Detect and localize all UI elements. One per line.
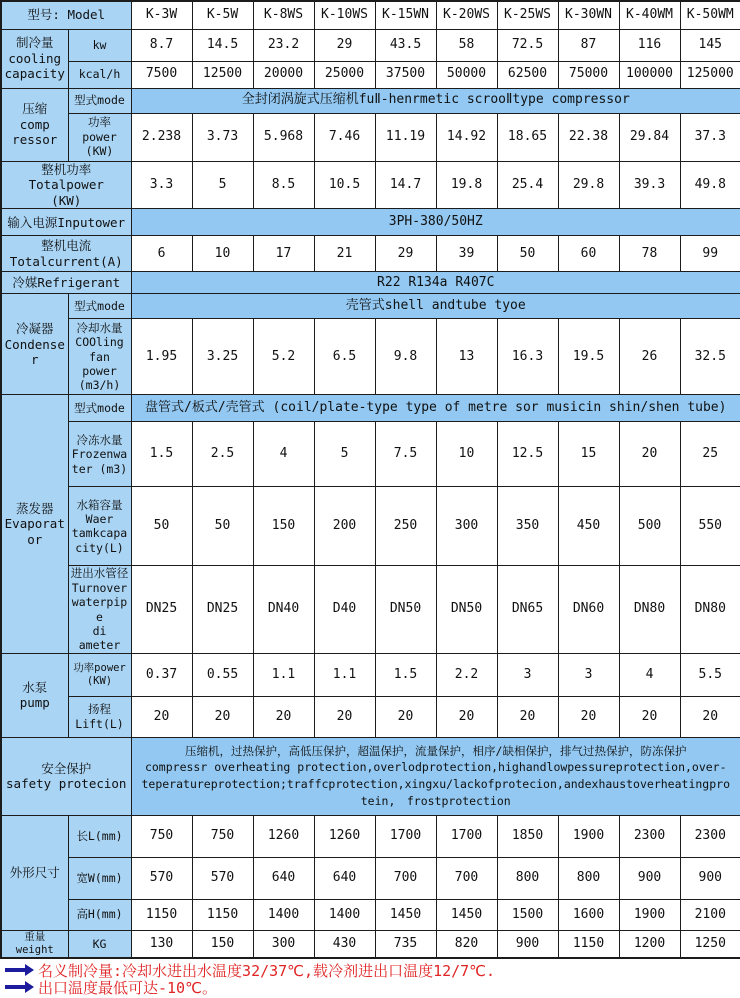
row-label-kw: kw [68,29,131,61]
value-cell: 1.1 [253,653,314,696]
value-cell: 750 [131,815,192,857]
value-cell: 1260 [314,815,375,857]
value-cell: 5.5 [680,653,740,696]
value-cell: 1.5 [131,422,192,487]
value-cell: DN60 [558,566,619,653]
value-cell: 39 [436,236,497,272]
value-cell: 820 [436,930,497,958]
value-cell: 2300 [680,815,740,857]
value-cell: 2.5 [192,422,253,487]
value-cell: 20 [253,696,314,737]
value-cell: 20 [619,422,680,487]
value-cell: 14.5 [192,29,253,61]
value-cell: 7500 [131,61,192,88]
value-cell: 1600 [558,899,619,930]
row-label-pump-power: 功率power (KW) [68,653,131,696]
value-cell: 735 [375,930,436,958]
value-cell: 10 [192,236,253,272]
value-cell: 1.95 [131,319,192,395]
value-cell: 0.55 [192,653,253,696]
value-cell: 750 [192,815,253,857]
row-label-compressor-power: 功率 power (KW) [68,113,131,161]
value-cell: D40 [314,566,375,653]
row-label-length: 长L(mm) [68,815,131,857]
value-cell: DN65 [497,566,558,653]
value-cell: 11.19 [375,113,436,161]
value-cell: 14.92 [436,113,497,161]
value-cell: 1500 [497,899,558,930]
value-cell: 50000 [436,61,497,88]
value-cell: 3.25 [192,319,253,395]
value-cell: 2300 [619,815,680,857]
value-cell: 29.84 [619,113,680,161]
value-cell: 78 [619,236,680,272]
value-cell: 900 [680,857,740,899]
footer-notes [0,959,740,996]
value-cell: 1260 [253,815,314,857]
value-cell: 17 [253,236,314,272]
row-label-frozen-water: 冷冻水量 Frozenwater (m3) [68,422,131,487]
value-cell: 1150 [131,899,192,930]
value-cell: 145 [680,29,740,61]
column-header-cell: K-10WS [314,1,375,29]
value-cell: DN25 [192,566,253,653]
value-cell: 500 [619,487,680,566]
value-cell: 20 [497,696,558,737]
value-cell: 50 [497,236,558,272]
column-header-cell: K-50WM [680,1,740,29]
value-cell: 50 [192,487,253,566]
value-cell: 25000 [314,61,375,88]
value-cell: 3 [558,653,619,696]
row-label-total-current: 整机电流 Totalcurrent(A) [1,236,131,272]
value-cell: 250 [375,487,436,566]
value-cell: 900 [619,857,680,899]
value-cell: 32.5 [680,319,740,395]
row-label-cooling-water: 冷却水量 COOling fan power (m3/h) [68,319,131,395]
row-label-total-power: 整机功率 Totalpower (KW) [1,161,131,209]
value-cell: 25 [680,422,740,487]
row-label-compressor-mode: 型式mode [68,88,131,113]
column-header-cell: K-15WN [375,1,436,29]
value-cell: 29 [375,236,436,272]
value-cell: 200 [314,487,375,566]
row-label-safety: 安全保护 safety protecion [1,737,131,815]
value-cell: 2.2 [436,653,497,696]
value-cell: 10 [436,422,497,487]
column-header-cell: K-25WS [497,1,558,29]
value-cell: 19.8 [436,161,497,209]
row-label-width: 宽W(mm) [68,857,131,899]
value-cell: 800 [558,857,619,899]
value-cell: 16.3 [497,319,558,395]
value-cell: 1700 [375,815,436,857]
value-cell: 150 [253,487,314,566]
value-cell: 13 [436,319,497,395]
row-label-kg: KG [68,930,131,958]
row-label-lift: 扬程 Lift(L) [68,696,131,737]
value-cell: 20 [680,696,740,737]
value-cell: 8.7 [131,29,192,61]
value-cell: 37500 [375,61,436,88]
value-cell: 350 [497,487,558,566]
value-cell: 6 [131,236,192,272]
value-cell: 62500 [497,61,558,88]
value-cell: 12500 [192,61,253,88]
value-cell: 22.38 [558,113,619,161]
value-cell: 99 [680,236,740,272]
value-cell: 14.7 [375,161,436,209]
value-cell: 0.37 [131,653,192,696]
value-cell: DN40 [253,566,314,653]
merged-value-safety: 压缩机，过热保护，高低压保护，超温保护，流量保护，相序/缺相保护，排气过热保护，防冻保护 compressr overheating protection,overlodprotection,highandlowpessureprotection,over-teperatureprotection;traffcprotection,xingxu/lackofprotecion,andexhaustoverheatingprotein, frostprotection [131,737,740,815]
value-cell: 1.5 [375,653,436,696]
value-cell: 1.1 [314,653,375,696]
value-cell: 1450 [375,899,436,930]
value-cell: 20000 [253,61,314,88]
value-cell: 60 [558,236,619,272]
column-header-cell: K-3W [131,1,192,29]
value-cell: 18.65 [497,113,558,161]
value-cell: 150 [192,930,253,958]
merged-value-input-power: 3PH-380/50HZ [131,209,740,236]
row-label-height: 高H(mm) [68,899,131,930]
value-cell: 20 [131,696,192,737]
value-cell: 450 [558,487,619,566]
value-cell: 4 [619,653,680,696]
value-cell: 1400 [253,899,314,930]
value-cell: 20 [619,696,680,737]
column-header-cell: K-30WN [558,1,619,29]
value-cell: 2100 [680,899,740,930]
value-cell: 6.5 [314,319,375,395]
value-cell: 87 [558,29,619,61]
value-cell: 130 [131,930,192,958]
value-cell: DN25 [131,566,192,653]
value-cell: 700 [375,857,436,899]
value-cell: 29 [314,29,375,61]
value-cell: 640 [314,857,375,899]
value-cell: 3.3 [131,161,192,209]
value-cell: 125000 [680,61,740,88]
value-cell: 49.8 [680,161,740,209]
merged-value-refrigerant: R22 R134a R407C [131,272,740,294]
value-cell: 1900 [558,815,619,857]
row-label-pipe-diameter: 进出水管径 Turnover waterpipe di ameter [68,566,131,653]
value-cell: 1250 [680,930,740,958]
value-cell: 700 [436,857,497,899]
value-cell: 1150 [192,899,253,930]
value-cell: 21 [314,236,375,272]
value-cell: 12.5 [497,422,558,487]
value-cell: 23.2 [253,29,314,61]
merged-value-compressor-mode: 全封闭涡旋式压缩机fuⅡ-henrmetic scrooⅡtype compressor [131,88,740,113]
category-dimensions: 外形尺寸 [1,815,68,930]
value-cell: 72.5 [497,29,558,61]
value-cell: 300 [253,930,314,958]
row-label-kcal-h: kcal/h [68,61,131,88]
category-condenser: 冷凝器 Condenser [1,294,68,395]
column-header-cell: K-40WM [619,1,680,29]
column-header-cell: K-5W [192,1,253,29]
value-cell: 15 [558,422,619,487]
value-cell: 25.4 [497,161,558,209]
value-cell: 26 [619,319,680,395]
value-cell: 20 [314,696,375,737]
value-cell: 50 [131,487,192,566]
value-cell: 1850 [497,815,558,857]
value-cell: 1450 [436,899,497,930]
value-cell: 116 [619,29,680,61]
column-header-cell: K-8WS [253,1,314,29]
value-cell: 20 [192,696,253,737]
value-cell: 570 [192,857,253,899]
right-arrow-icon [4,981,35,993]
value-cell: 2.238 [131,113,192,161]
value-cell: 3 [497,653,558,696]
value-cell: 7.5 [375,422,436,487]
value-cell: 1150 [558,930,619,958]
value-cell: 1900 [619,899,680,930]
value-cell: 20 [375,696,436,737]
value-cell: 1400 [314,899,375,930]
value-cell: 1200 [619,930,680,958]
value-cell: DN50 [436,566,497,653]
value-cell: 58 [436,29,497,61]
value-cell: 10.5 [314,161,375,209]
row-label-evaporator-mode: 型式mode [68,395,131,422]
value-cell: 8.5 [253,161,314,209]
category-cooling-capacity: 制冷量 cooling capacity [1,29,68,88]
merged-value-condenser-mode: 壳管式shell andtube tyoe [131,294,740,319]
right-arrow-icon [4,964,35,976]
value-cell: DN80 [619,566,680,653]
merged-value-evaporator-mode: 盘管式/板式/壳管式 (coil/plate-type type of metre sor musicin shin/shen tube) [131,395,740,422]
value-cell: 39.3 [619,161,680,209]
value-cell: 7.46 [314,113,375,161]
value-cell: 20 [558,696,619,737]
value-cell: 43.5 [375,29,436,61]
value-cell: 75000 [558,61,619,88]
row-label-refrigerant: 冷媒Refrigerant [1,272,131,294]
note-text: 出口温度最低可达-10℃。 [38,978,217,997]
value-cell: 9.8 [375,319,436,395]
category-pump: 水泵 pump [1,653,68,737]
value-cell: 19.5 [558,319,619,395]
value-cell: 100000 [619,61,680,88]
note-text: 名义制冷量:冷却水进出水温度32/37℃,载冷剂进出口温度12/7℃. [38,961,496,980]
category-weight: 重量 weight [1,930,68,958]
row-label-input-power: 输入电源Inputower [1,209,131,236]
value-cell: 5.968 [253,113,314,161]
value-cell: 5 [314,422,375,487]
value-cell: 3.73 [192,113,253,161]
category-compressor: 压缩 comp ressor [1,88,68,161]
value-cell: 1700 [436,815,497,857]
value-cell: 900 [497,930,558,958]
value-cell: 550 [680,487,740,566]
footer-note [4,979,740,996]
value-cell: 640 [253,857,314,899]
column-header-cell: K-20WS [436,1,497,29]
row-label-tank-capacity: 水箱容量 Waer tamkcapacity(L) [68,487,131,566]
value-cell: 300 [436,487,497,566]
value-cell: 800 [497,857,558,899]
value-cell: 570 [131,857,192,899]
category-evaporator: 蒸发器 Evaporator [1,395,68,653]
value-cell: 430 [314,930,375,958]
value-cell: 29.8 [558,161,619,209]
value-cell: 37.3 [680,113,740,161]
value-cell: DN50 [375,566,436,653]
model-header-cell: 型号: Model [1,1,131,29]
value-cell: 5 [192,161,253,209]
value-cell: 4 [253,422,314,487]
value-cell: DN80 [680,566,740,653]
value-cell: 20 [436,696,497,737]
value-cell: 5.2 [253,319,314,395]
row-label-condenser-mode: 型式mode [68,294,131,319]
